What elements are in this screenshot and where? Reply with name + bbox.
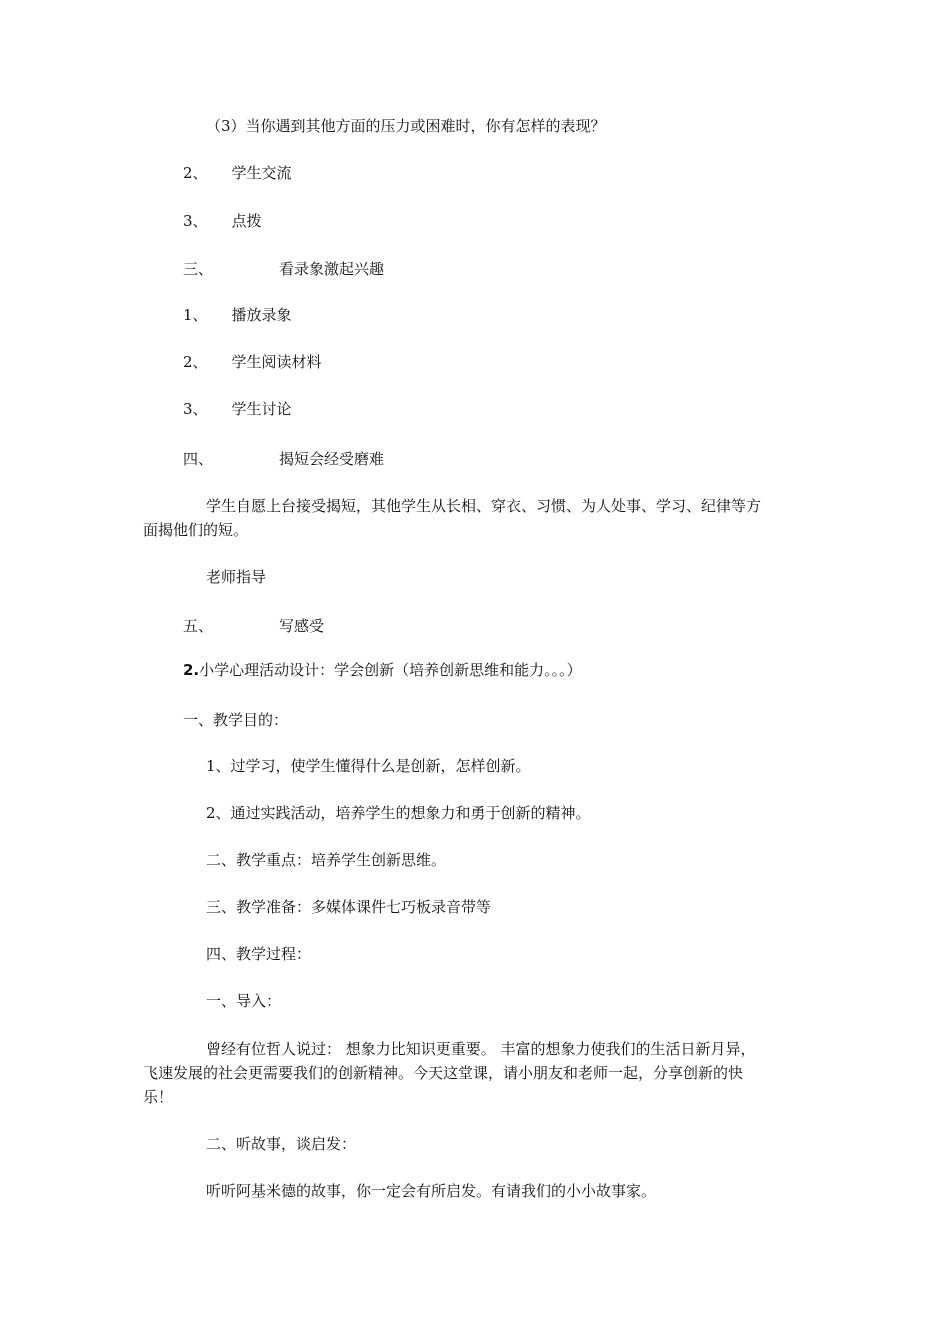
item-text: 学生阅读材料 bbox=[231, 353, 322, 371]
section-heading bbox=[183, 259, 384, 279]
section-heading bbox=[183, 449, 384, 469]
article-title bbox=[183, 660, 582, 680]
article-title-text: 小学心理活动设计：学会创新（培养创新思维和能力。。。） bbox=[199, 661, 582, 679]
list-item: 2、通过实践活动，培养学生的想象力和勇于创新的精神。 bbox=[206, 804, 591, 822]
item-number: 3、 bbox=[183, 212, 208, 230]
section-heading bbox=[183, 616, 324, 636]
list-item bbox=[183, 305, 292, 325]
section-title: 写感受 bbox=[279, 617, 325, 635]
question-3: （3）当你遇到其他方面的压力或困难时，你有怎样的表现？ bbox=[206, 117, 606, 135]
list-item bbox=[183, 163, 292, 183]
item-number: 1、 bbox=[183, 306, 208, 324]
section-heading: 四、教学过程： bbox=[206, 945, 312, 963]
item-text: 播放录象 bbox=[231, 306, 292, 324]
section-number: 三、 bbox=[183, 260, 214, 278]
paragraph-line: 飞速发展的社会更需要我们的创新精神。今天这堂课，请小朋友和老师一起，分享创新的快 bbox=[143, 1064, 744, 1082]
section-heading: 二、教学重点：培养学生创新思维。 bbox=[206, 851, 447, 869]
section-heading: 二、听故事，谈启发： bbox=[206, 1135, 357, 1153]
paragraph-line: 学生自愿上台接受揭短，其他学生从长相、穿衣、习惯、为人处事、学习、纪律等方 bbox=[206, 497, 762, 515]
section-heading: 一、导入： bbox=[206, 992, 282, 1010]
item-number: 3、 bbox=[183, 400, 208, 418]
item-text: 学生讨论 bbox=[231, 400, 292, 418]
paragraph-line: 曾经有位哲人说过： 想象力比知识更重要。 丰富的想象力使我们的生活日新月异， bbox=[206, 1040, 756, 1058]
article-number: 2. bbox=[183, 661, 200, 679]
item-text: 学生交流 bbox=[231, 164, 292, 182]
paragraph-line: 听听阿基米德的故事，你一定会有所启发。有请我们的小小故事家。 bbox=[206, 1182, 657, 1200]
item-number: 2、 bbox=[183, 353, 208, 371]
section-heading: 一、教学目的： bbox=[183, 711, 289, 729]
section-title: 揭短会经受磨难 bbox=[279, 450, 385, 468]
section-number: 五、 bbox=[183, 617, 214, 635]
list-item bbox=[183, 399, 292, 419]
list-item bbox=[183, 211, 262, 231]
section-title: 看录象激起兴趣 bbox=[279, 260, 385, 278]
section-number: 四、 bbox=[183, 450, 214, 468]
list-item bbox=[183, 352, 322, 372]
list-item: 1、过学习，使学生懂得什么是创新，怎样创新。 bbox=[206, 757, 531, 775]
item-text: 点拨 bbox=[231, 212, 262, 230]
teacher-guidance: 老师指导 bbox=[206, 568, 267, 586]
section-heading: 三、教学准备：多媒体课件七巧板录音带等 bbox=[206, 898, 492, 916]
paragraph-line: 面揭他们的短。 bbox=[143, 521, 249, 539]
item-number: 2、 bbox=[183, 164, 208, 182]
paragraph-line: 乐！ bbox=[143, 1088, 174, 1106]
